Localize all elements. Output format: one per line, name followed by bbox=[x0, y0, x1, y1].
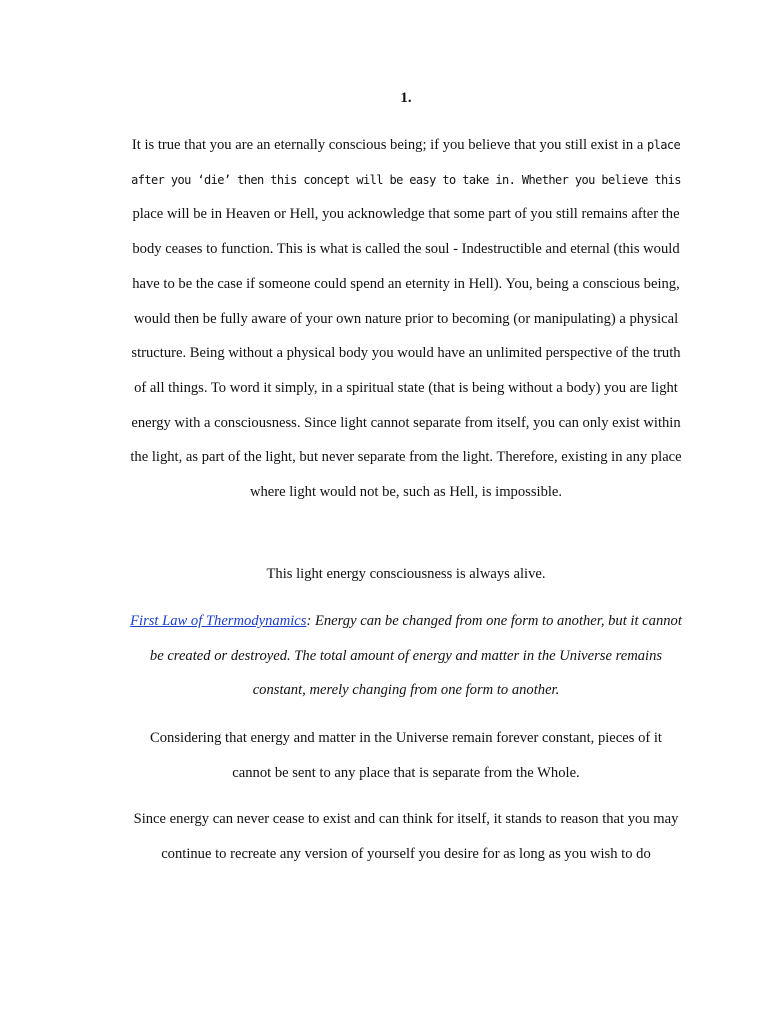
quote-text: : Energy can be changed from one form to another, but it cannot be created or destroyed. The total amount of energy and matter in the Universe remains constant, merely changing from one form to another. bbox=[149, 613, 682, 699]
paragraph-text: It is true that you are an eternally conscious being; if you believe that you still exist in a bbox=[131, 137, 647, 153]
paragraph-text: place will be in Heaven or Hell, you acknowledge that some part of you still remains after the body ceases to function. This is what is called the soul - Indestructible and eternal (this would have to be the case if someone could spend an eternity in Hell). You, being a conscious being, would then be fully aware of your own nature prior to becoming (or manipulating) a physical structure. Being without a physical body you would have an unlimited perspective of the truth of all things. To word it simply, in a spiritual state (that is being without a body) you are light energy with a consciousness. Since light cannot separate from itself, you can only exist within the light, as part of the light, but never separate from the light. Therefore, existing in any place where light would not be, such as Hell, is impossible. bbox=[130, 206, 682, 501]
paragraph-recreate-self: Since energy can never cease to exist and can think for itself, it stands to reason that you may continue to recreate any version of yourself you desire for as long as you wish to do bbox=[133, 811, 679, 862]
thermodynamics-link[interactable]: First Law of Thermodynamics bbox=[130, 613, 307, 629]
paragraph-light-energy: This light energy consciousness is always alive. bbox=[266, 566, 546, 582]
paragraph-soul bbox=[130, 128, 682, 510]
paragraph-text-mono-run: place after you ‘die’ then this concept will be easy to take in. Whether you believe this bbox=[131, 138, 681, 187]
paragraph-constant-universe: Considering that energy and matter in the Universe remain forever constant, pieces of it cannot be sent to any place that is separate from the Whole. bbox=[150, 730, 662, 781]
chapter-number: 1. bbox=[400, 90, 412, 106]
paragraph-thermodynamics-quote bbox=[130, 604, 682, 708]
